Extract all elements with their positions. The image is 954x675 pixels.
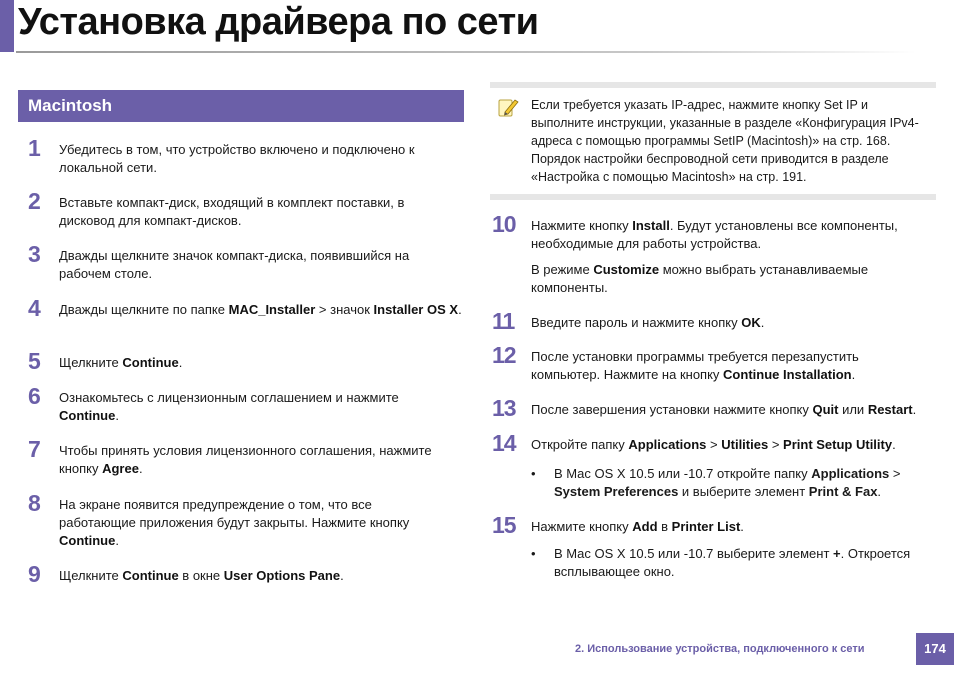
step-text: Чтобы принять условия лицензионного соглашения, нажмите кнопку Agree. [59,443,432,476]
bullet-text: В Mac OS X 10.5 или -10.7 выберите элемент +. Откроется всплывающее окно. [554,546,911,579]
page-number: 174 [916,633,954,665]
step-text: После установки программы требуется перезапустить компьютер. Нажмите на кнопку Continue Installation. [531,349,859,382]
section-header-macintosh: Macintosh [18,90,464,122]
pencil-note-icon [496,96,520,120]
step-number: 13 [492,395,516,421]
step-text: Щелкните Continue. [59,355,183,370]
step-text: Нажмите кнопку Install. Будут установлены все компоненты, необходимые для работы устройства. [531,218,898,251]
note-box [490,82,936,200]
step-number: 15 [492,512,516,538]
note-text: Если требуется указать IP-адрес, нажмите кнопку Set IP и выполните инструкции, указанные в разделе «Конфигурация IPv4-адреса с помощью программы SetIP (Macintosh)» на стр. 168. Порядок настройки беспроводной сети приводится в разделе «Настройка с помощью Macintosh» на стр. 191. [531,98,919,184]
footer-chapter-link[interactable]: 2. Использование устройства, подключенного к сети [575,643,865,655]
step-number: 10 [492,211,516,237]
step-number: 1 [28,135,40,161]
step-text: Дважды щелкните по папке MAC_Installer > значок Installer OS X. [59,302,462,317]
step-text: После завершения установки нажмите кнопку Quit или Restart. [531,402,917,417]
title-accent-bar [0,0,14,52]
step-number: 12 [492,342,516,368]
bullet-dot: • [531,546,536,561]
step-number: 14 [492,430,516,456]
bullet-dot: • [531,466,536,481]
step-number: 3 [28,241,40,267]
step-number: 11 [492,308,515,334]
step-number: 5 [28,348,40,374]
folder-name: MAC_Installer [228,302,316,317]
step-text: Щелкните Continue в окне User Options Pane. [59,568,344,583]
step-text: На экране появится предупреждение о том, что все работающие приложения будут закрыты. Нажмите кнопку Continue. [59,497,410,548]
icon-name: Installer OS X [373,302,459,317]
step-number: 9 [28,561,40,587]
step-number: 7 [28,436,40,462]
page-title: Установка драйвера по сети [18,1,539,43]
step-number: 8 [28,490,40,516]
step-text: Вставьте компакт-диск, входящий в комплект поставки, в дисковод для компакт-дисков. [59,195,405,228]
step-subtext: В режиме Customize можно выбрать устанавливаемые компоненты. [531,262,869,295]
step-text: Введите пароль и нажмите кнопку OK. [531,315,765,330]
step-text: Откройте папку Applications > Utilities > Print Setup Utility. [531,437,896,452]
step-number: 2 [28,188,40,214]
step-text: Ознакомьтесь с лицензионным соглашением и нажмите Continue. [59,390,399,423]
step-number: 6 [28,383,40,409]
step-text: Убедитесь в том, что устройство включено и подключено к локальной сети. [59,142,415,175]
title-divider [16,51,916,53]
step-text: Нажмите кнопку Add в Printer List. [531,519,744,534]
bullet-text: В Mac OS X 10.5 или -10.7 откройте папку Applications > System Preferences и выберите элемент Print & Fax. [554,466,901,499]
step-number: 4 [28,295,40,321]
step-text: Дважды щелкните значок компакт-диска, появившийся на рабочем столе. [59,248,410,281]
